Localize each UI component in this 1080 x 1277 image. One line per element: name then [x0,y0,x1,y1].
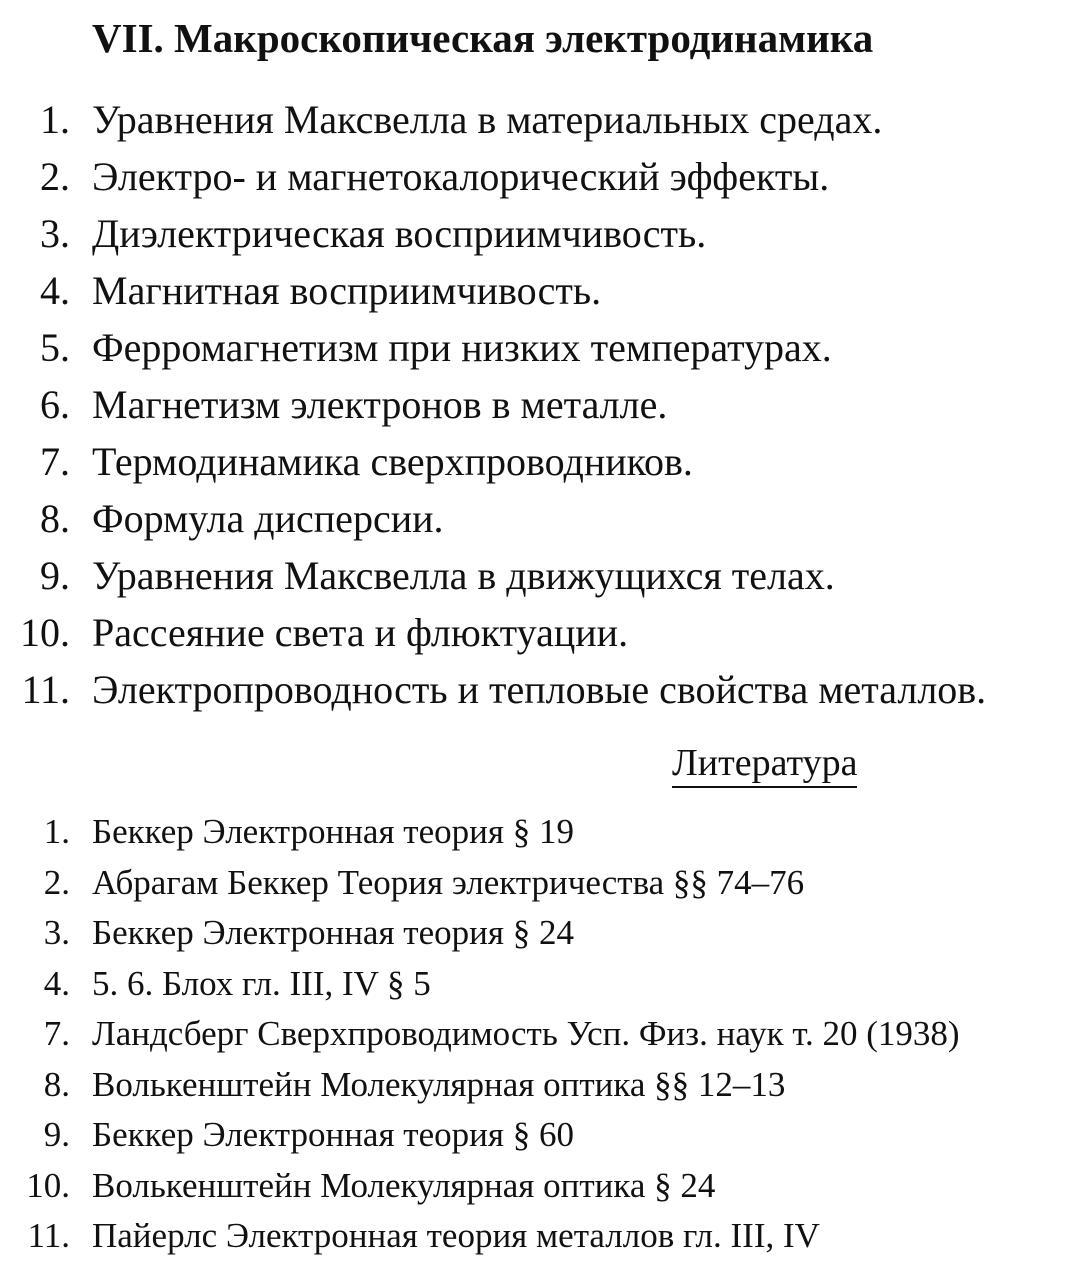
item-text: Магнитная восприимчивость. [92,268,602,313]
item-number: 1. [43,812,70,851]
item-text: Беккер Электронная теория § 24 [92,913,574,952]
item-text: Абрагам Беккер Теория электричества §§ 74–76 [92,862,805,902]
item-number: 9. [43,1115,70,1154]
item-number: 2. [43,862,70,902]
item-text: Электро- и магнетокалорический эффекты. [92,154,830,199]
item-text: Формула дисперсии. [92,496,444,541]
item-text: Рассеяние света и флюктуации. [92,610,629,655]
item-text: Беккер Электронная теория § 19 [92,812,574,851]
item-number: 5. [40,325,70,370]
item-number: 8. [40,496,70,541]
item-text: Волькенштейн Молекулярная оптика §§ 12–13 [92,1064,786,1104]
item-text: Ландсберг Сверхпроводимость Усп. Физ. наук т. 20 (1938) [92,1014,960,1053]
item-text: 5. 6. Блох гл. III, IV § 5 [92,963,431,1003]
item-number: 4. [40,268,70,313]
item-text: Ферромагнетизм при низких температурах. [92,325,832,370]
section-title: VII. Макроскопическая электродинамика [92,15,874,61]
item-text: Уравнения Максвелла в движущихся телах. [92,553,835,598]
item-number: 3. [40,211,70,256]
item-text: Электропроводность и тепловые свойства металлов. [92,667,987,712]
item-number: 11. [21,667,70,712]
item-text: Волькенштейн Молекулярная оптика § 24 [92,1165,716,1205]
item-text: Термодинамика сверхпроводников. [92,439,693,484]
item-number: 7. [40,439,70,484]
item-number: 2. [40,154,70,199]
item-number: 11. [27,1216,70,1255]
item-text: Диэлектрическая восприимчивость. [92,211,707,256]
item-number: 8. [43,1064,70,1104]
item-number: 6. [40,382,70,427]
item-number: 4. [43,963,70,1003]
references-heading: Литература [672,742,857,788]
item-number: 1. [40,97,70,142]
item-number: 7. [43,1014,70,1053]
item-text: Беккер Электронная теория § 60 [92,1115,574,1154]
item-text: Пайерлс Электронная теория металлов гл. III, IV [92,1216,820,1255]
item-number: 9. [40,553,70,598]
item-number: 3. [43,913,70,952]
item-text: Магнетизм электронов в металле. [92,382,668,427]
item-number: 10. [26,1165,70,1205]
item-number: 10. [20,610,70,655]
item-text: Уравнения Максвелла в материальных средах. [92,97,883,142]
